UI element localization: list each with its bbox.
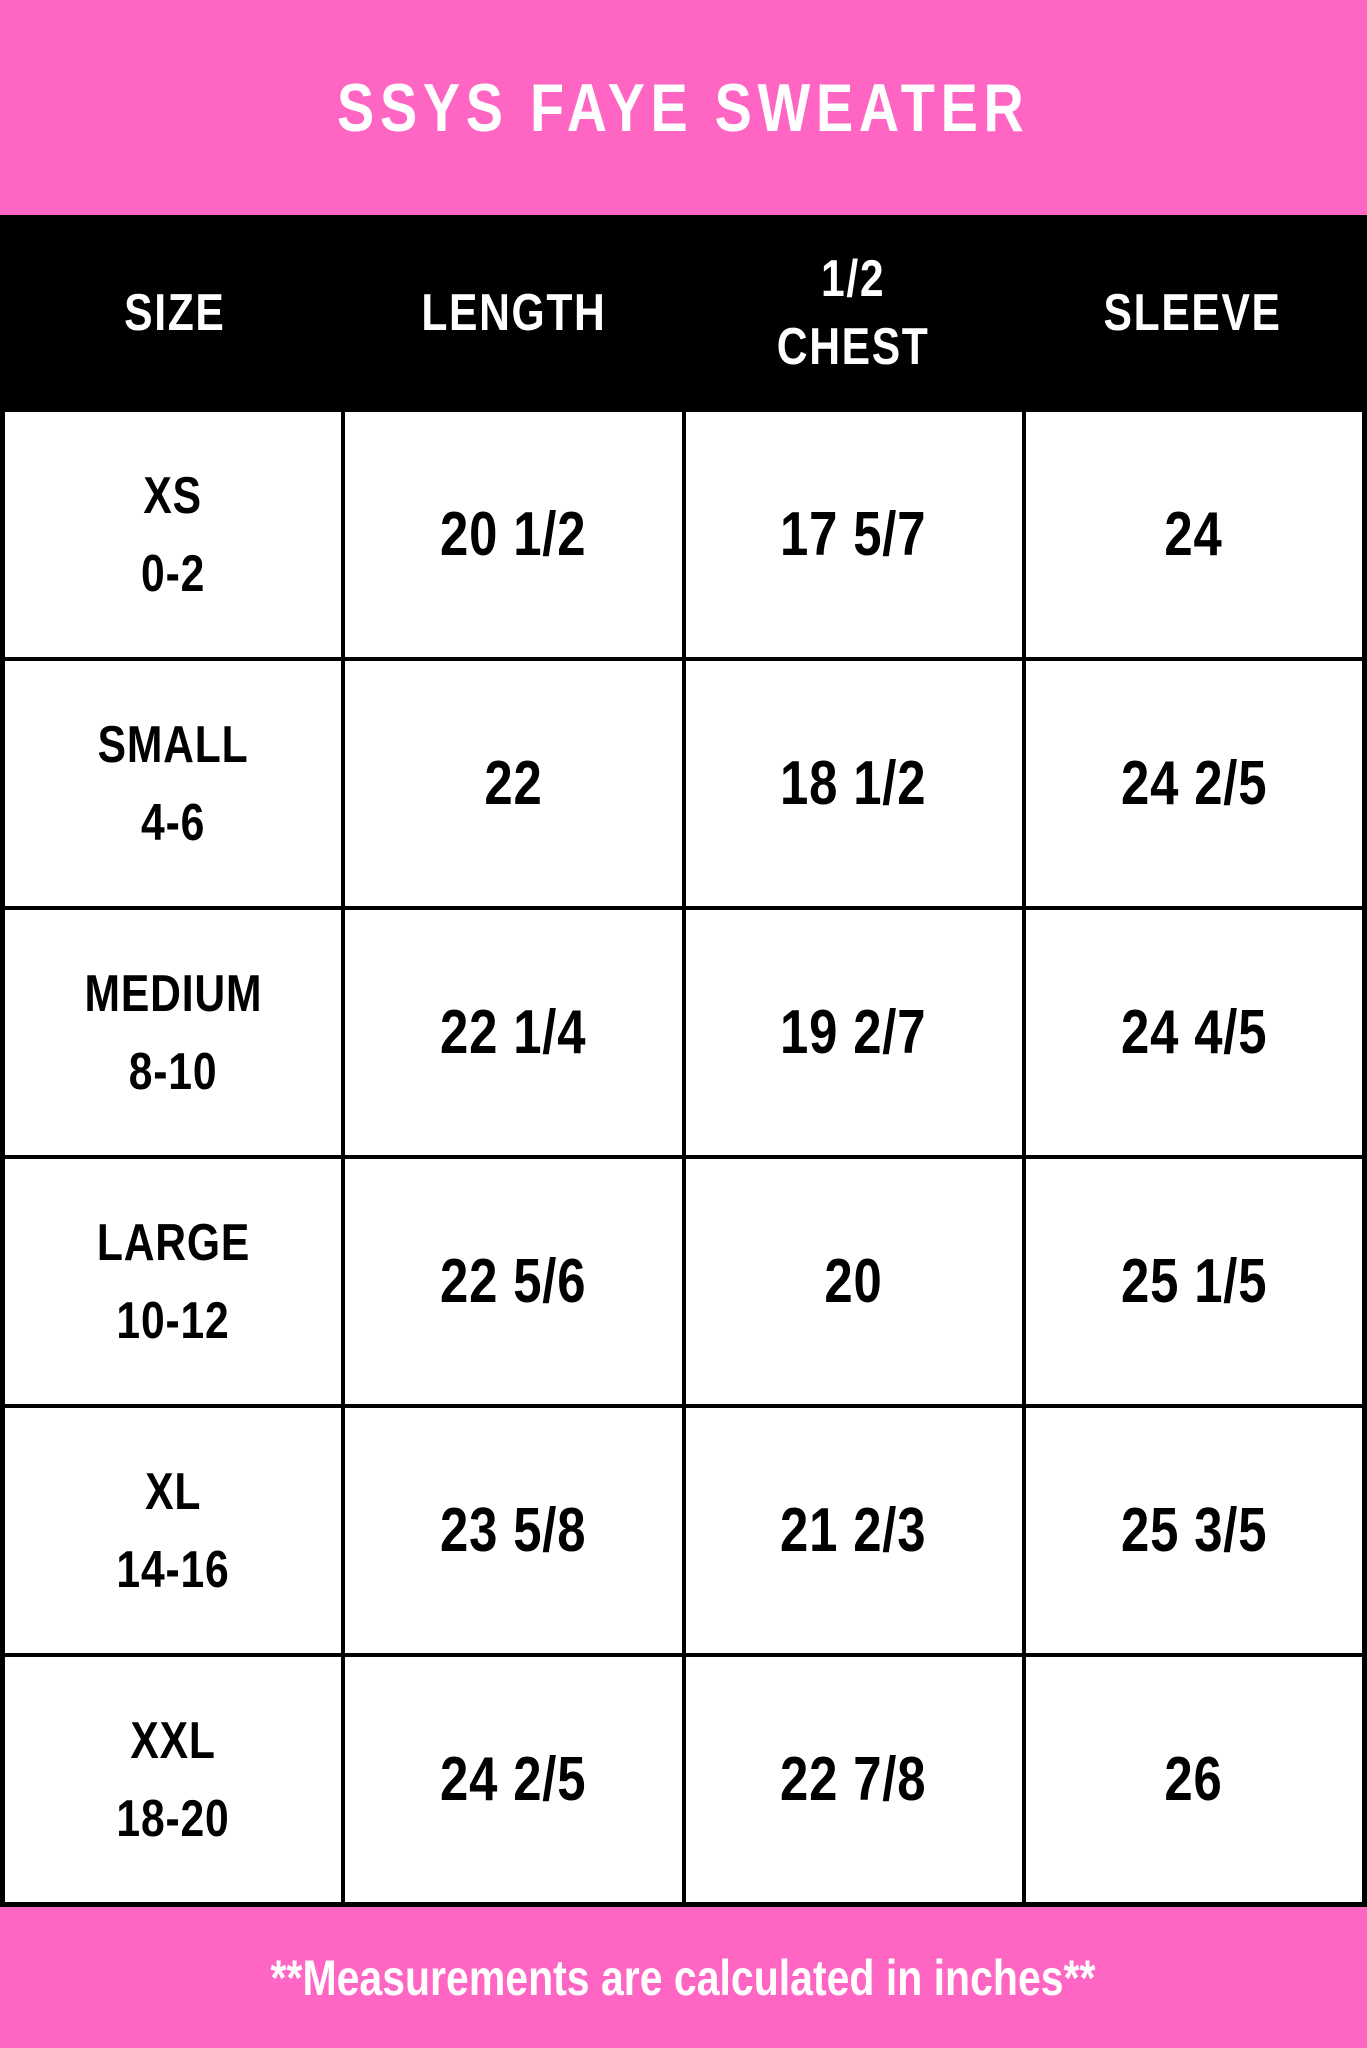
sleeve-cell-row2: 24 2/5 xyxy=(1026,661,1362,906)
size-cell-row2: SMALL 4-6 xyxy=(5,661,341,906)
title-banner xyxy=(0,0,1367,215)
column-header-size: SIZE xyxy=(123,283,226,342)
column-header-length: LENGTH xyxy=(421,283,607,342)
sleeve-cell-row6: 26 xyxy=(1026,1657,1362,1902)
column-header-sleeve: SLEEVE xyxy=(1103,283,1282,342)
size-cell-row1: XS 0-2 xyxy=(5,412,341,657)
footer-note-bar xyxy=(0,1907,1367,2048)
sleeve-cell-row3: 24 4/5 xyxy=(1026,910,1362,1155)
size-cell-row4: LARGE 10-12 xyxy=(5,1159,341,1404)
length-cell-row6: 24 2/5 xyxy=(345,1657,681,1902)
half-chest-cell-row3: 19 2/7 xyxy=(686,910,1022,1155)
size-cell-row6: XXL 18-20 xyxy=(5,1657,341,1902)
length-cell-row5: 23 5/8 xyxy=(345,1408,681,1653)
half-chest-cell-row2: 18 1/2 xyxy=(686,661,1022,906)
length-cell-row4: 22 5/6 xyxy=(345,1159,681,1404)
length-cell-row1: 20 1/2 xyxy=(345,412,681,657)
half-chest-cell-row4: 20 xyxy=(686,1159,1022,1404)
half-chest-cell-row1: 17 5/7 xyxy=(686,412,1022,657)
half-chest-cell-row6: 22 7/8 xyxy=(686,1657,1022,1902)
page-title: SSYS FAYE SWEATER xyxy=(337,69,1030,146)
size-cell-row3: MEDIUM 8-10 xyxy=(5,910,341,1155)
half-chest-cell-row5: 21 2/3 xyxy=(686,1408,1022,1653)
length-cell-row3: 22 1/4 xyxy=(345,910,681,1155)
size-cell-row5: XL 14-16 xyxy=(5,1408,341,1653)
column-header-half_chest: 1/2 CHEST xyxy=(776,249,930,376)
table-header-row xyxy=(0,215,1367,412)
sleeve-cell-row4: 25 1/5 xyxy=(1026,1159,1362,1404)
footer-note: **Measurements are calculated in inches** xyxy=(271,1949,1096,2006)
sleeve-cell-row1: 24 xyxy=(1026,412,1362,657)
length-cell-row2: 22 xyxy=(345,661,681,906)
size-table-body xyxy=(0,412,1367,1907)
sleeve-cell-row5: 25 3/5 xyxy=(1026,1408,1362,1653)
